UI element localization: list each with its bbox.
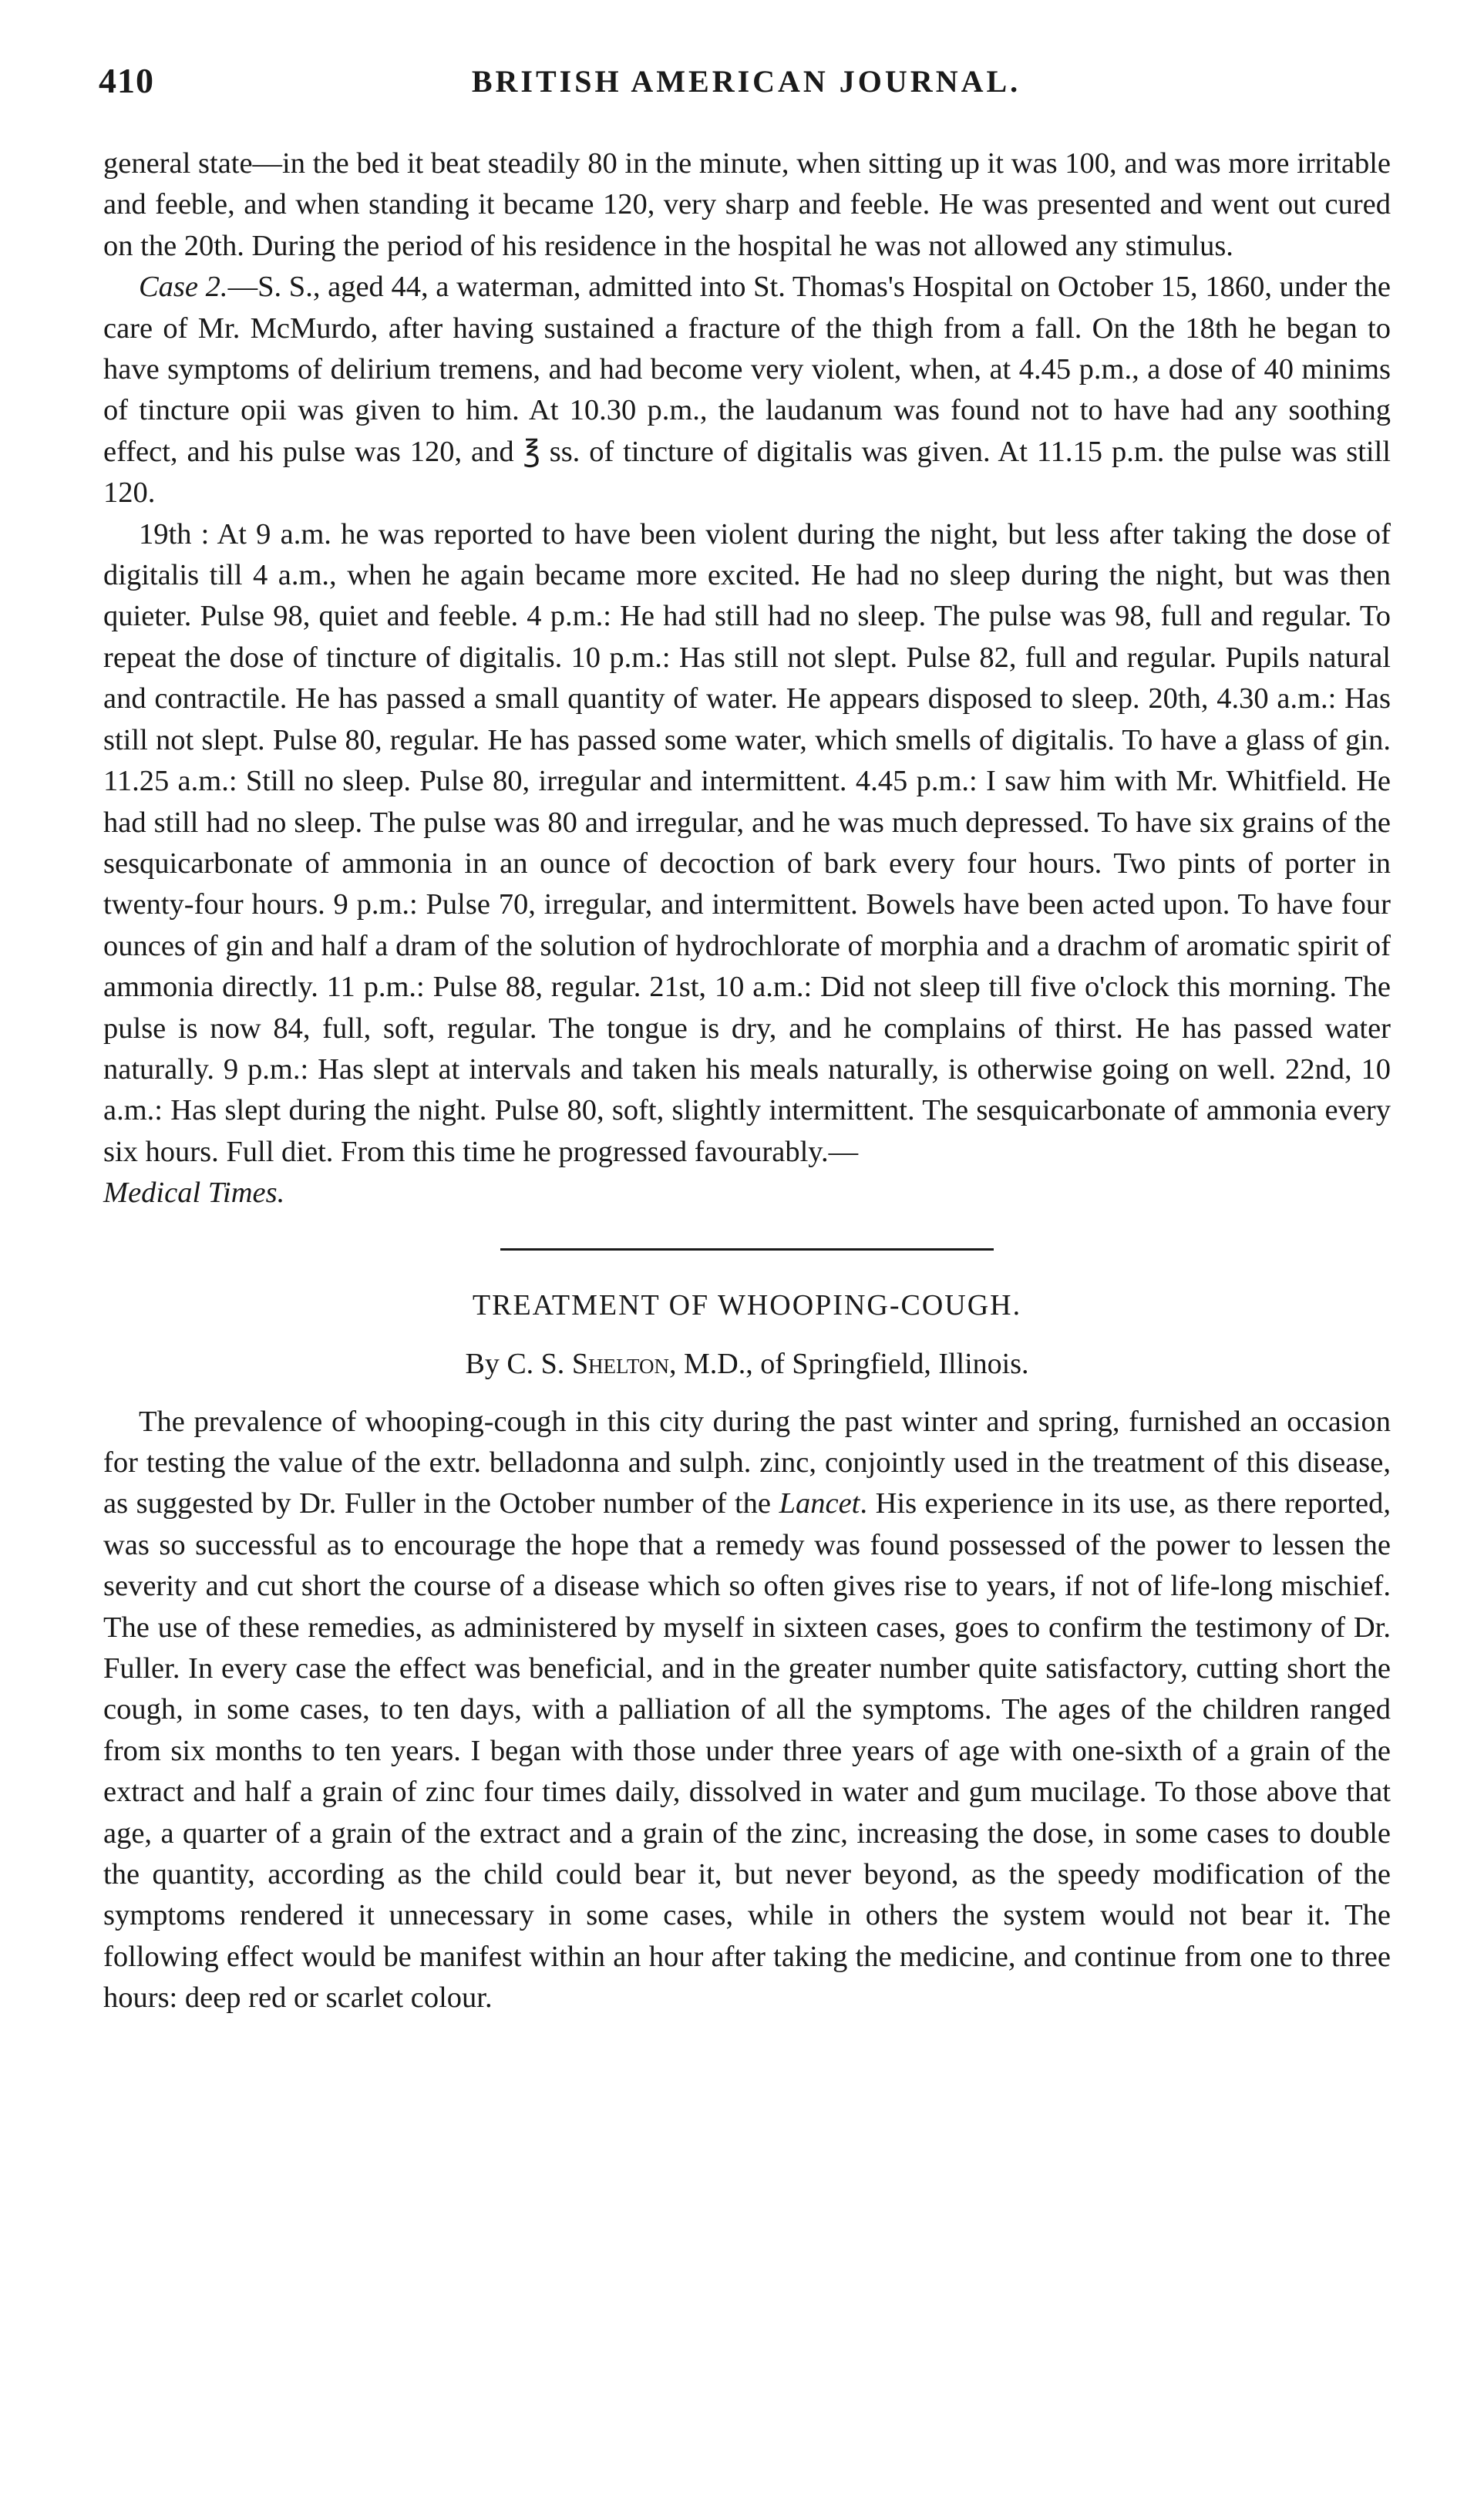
article1-case2-paragraph bbox=[103, 267, 1391, 513]
case2-label: Case 2. bbox=[139, 271, 228, 304]
article2-para1-part1: The prevalence of whooping-cough in this city during the past winter and spring, furnished an occasion for testing the value of the extr. belladonna and sulph. zinc, conjointly used in the treatment of this disease, as suggested by Dr. Fuller in the October number of the bbox=[103, 1405, 1391, 1520]
section-divider bbox=[500, 1248, 994, 1251]
byline-author-name: Shelton bbox=[571, 1347, 669, 1380]
lancet-reference: Lancet bbox=[779, 1487, 860, 1520]
article2-paragraph-1 bbox=[103, 1402, 1391, 2019]
case2-text: —S. S., aged 44, a waterman, admitted into St. Thomas's Hospital on October 15, 1860, under the care of Mr. McMurdo, after having sustained a fracture of the thigh from a fall. On the 18th he began to have symptoms of delirium tremens, and had become very violent, when, at 4.45 p.m., a dose of 40 minims of tincture opii was given to him. At 10.30 p.m., the laudanum was found not to have had any soothing effect, and his pulse was 120, and ℥ ss. of tincture of digitalis was given. At 11.15 p.m. the pulse was still 120. bbox=[103, 271, 1391, 510]
running-head: BRITISH AMERICAN JOURNAL. bbox=[471, 64, 1021, 99]
article1-source: Medical Times. bbox=[103, 1177, 285, 1210]
article1-paragraph-3: 19th : At 9 a.m. he was reported to have been violent during the night, but less after taking the dose of digitalis till 4 a.m., when he again became more excited. He had no sleep during the night, but was then quieter. Pulse 98, quiet and feeble. 4 p.m.: He had still had no sleep. The pulse was 98, full and regular. To repeat the dose of tincture of digitalis. 10 p.m.: Has still not slept. Pulse 82, full and regular. Pupils natural and contractile. He has passed a small quantity of water. He appears disposed to sleep. 20th, 4.30 a.m.: Has still not slept. Pulse 80, regular. He has passed some water, which smells of digitalis. To have a glass of gin. 11.25 a.m.: Still no sleep. Pulse 80, irregular and intermittent. 4.45 p.m.: I saw him with Mr. Whitfield. He had still had no sleep. The pulse was 80 and irregular, and he was much depressed. To have six grains of the sesquicarbonate of ammonia in an ounce of decoction of bark every four hours. Two pints of porter in twenty-four hours. 9 p.m.: Pulse 70, irregular, and intermittent. Bowels have been acted upon. To have four ounces of gin and half a dram of the solution of hydrochlorate of morphia and a drachm of aromatic spirit of ammonia directly. 11 p.m.: Pulse 88, regular. 21st, 10 a.m.: Did not sleep till five o'clock this morning. The pulse is now 84, full, soft, regular. The tongue is dry, and he complains of thirst. He has passed water naturally. 9 p.m.: Has slept at intervals and taken his meals naturally, is otherwise going on well. 22nd, 10 a.m.: Has slept during the night. Pulse 80, soft, slightly intermittent. The sesquicarbonate of ammonia every six hours. Full diet. From this time he progressed favourably.— bbox=[103, 517, 1391, 1168]
page-header bbox=[99, 60, 1394, 122]
article1-paragraph-1: general state—in the bed it beat steadily 80 in the minute, when sitting up it was 100, and was more irritable and feeble, and when standing it became 120, very sharp and feeble. He was presented and went out cured on the 20th. During the period of his residence in the hospital he was not allowed any stimulus. bbox=[103, 147, 1391, 262]
page-number: 410 bbox=[99, 61, 154, 100]
page-body bbox=[103, 143, 1391, 2019]
byline-prefix: By C. S. bbox=[465, 1347, 572, 1380]
byline-suffix: , M.D., of Springfield, Illinois. bbox=[668, 1347, 1029, 1380]
article2-para1-part2: . His experience in its use, as there reported, was so successful as to encourage the hope that a remedy was found possessed of the power to lessen the severity and cut short the course of a disease which so often gives rise to years, if not of life-long mischief. The use of these remedies, as administered by myself in sixteen cases, goes to confirm the testimony of Dr. Fuller. In every case the effect was beneficial, and in the greater number quite satisfactory, cutting short the cough, in some cases, to ten days, with a palliation of all the symptoms. The ages of the children ranged from six months to ten years. I began with those under three years of age with one-sixth of a grain of the extract and half a grain of zinc four times daily, dissolved in water and gum mucilage. To those above that age, a quarter of a grain of the extract and a grain of the zinc, increasing the dose, in some cases to double the quantity, according as the child could bear it, but never beyond, as the speedy modification of the symptoms rendered it unnecessary in some cases, while in others the system would not bear it. The following effect would be manifest within an hour after taking the medicine, and continue from one to three hours: deep red or scarlet colour. bbox=[103, 1487, 1391, 2015]
article2-title: TREATMENT OF WHOOPING-COUGH. bbox=[472, 1288, 1022, 1322]
article2-byline bbox=[103, 1343, 1391, 1385]
